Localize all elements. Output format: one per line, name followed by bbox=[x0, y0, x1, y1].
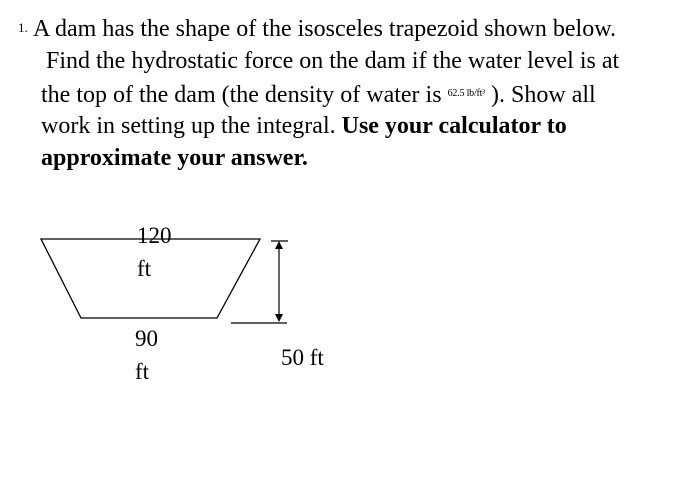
height-top-arrowhead bbox=[275, 241, 283, 249]
problem-line-5: approximate your answer. bbox=[41, 145, 308, 171]
height-bottom-arrowhead bbox=[275, 314, 283, 322]
bottom-width-value: 90 bbox=[135, 326, 158, 351]
problem-number: 1. bbox=[18, 20, 28, 35]
problem-line-4-text: work in setting up the integral. bbox=[41, 113, 342, 139]
problem-line-1: A dam has the shape of the isosceles trapezoid shown below. bbox=[33, 16, 616, 42]
problem-line-2: Find the hydrostatic force on the dam if the water level is at bbox=[46, 48, 620, 74]
top-width-unit: ft bbox=[137, 256, 152, 281]
problem-line-3-end: ). Show all bbox=[485, 82, 596, 108]
top-width-value: 120 bbox=[137, 223, 172, 248]
problem-line-4-emphasis: Use your calculator to bbox=[341, 113, 567, 139]
problem-line-3-start: the top of the dam (the density of water is bbox=[41, 82, 448, 108]
height-label: 50 ft bbox=[281, 345, 324, 370]
density-value: 62.5 lb/ft³ bbox=[447, 88, 486, 99]
bottom-width-unit: ft bbox=[135, 359, 150, 384]
